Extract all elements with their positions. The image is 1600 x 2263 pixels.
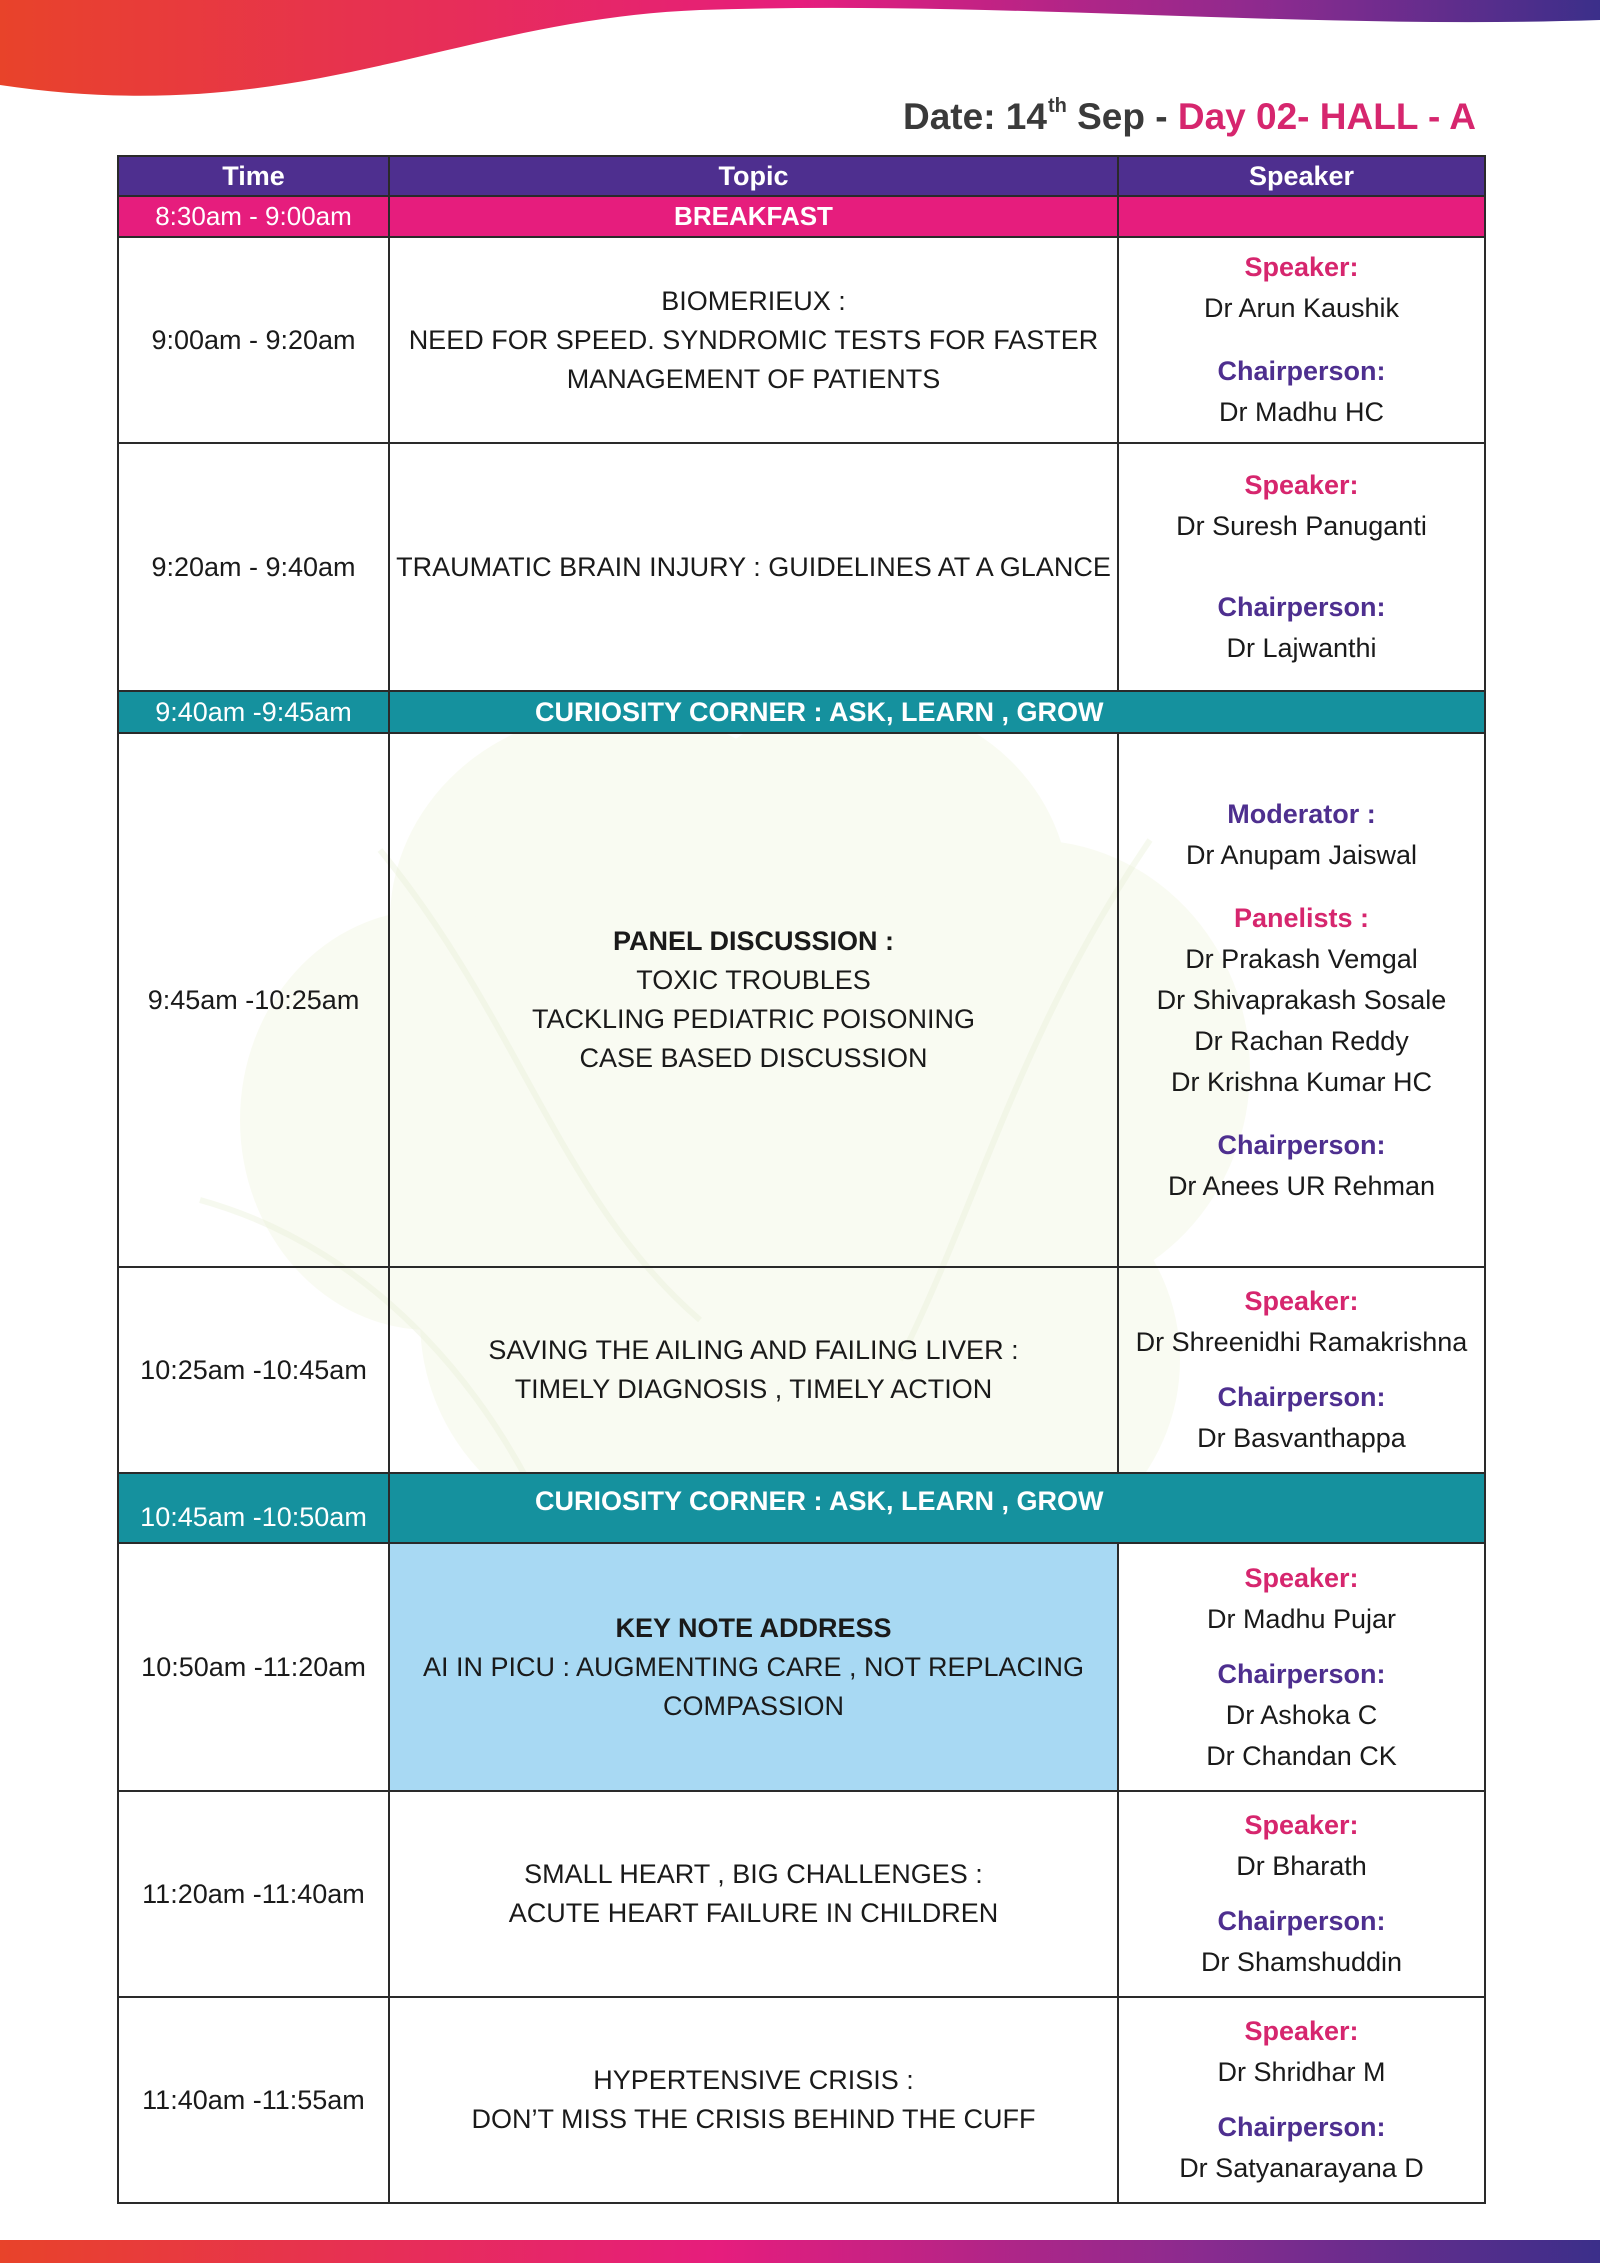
speaker-label: Speaker: (1244, 2016, 1359, 2046)
date-suffix: th (1047, 95, 1067, 117)
moderator-label: Moderator : (1227, 798, 1376, 829)
table-row (118, 1791, 1485, 1997)
moderator-name: Dr Anupam Jaiswal (1185, 839, 1418, 870)
speaker-cell (1118, 237, 1485, 443)
date-heading (903, 95, 1476, 138)
table-row (118, 196, 1485, 237)
chairperson-label: Chairperson: (1217, 1129, 1386, 1160)
chairperson-label: Chairperson: (1217, 356, 1386, 386)
chairperson-name: Dr Lajwanthi (1226, 633, 1377, 663)
speaker-name: Dr Shridhar M (1217, 2057, 1386, 2087)
time-cell: 9:45am -10:25am (118, 733, 389, 1267)
speaker-cell (1118, 443, 1485, 691)
speaker-name: Dr Arun Kaushik (1203, 293, 1400, 323)
speaker-label: Speaker: (1244, 1562, 1359, 1593)
time-cell: 9:40am -9:45am (118, 691, 389, 733)
speaker-label: Speaker: (1244, 1810, 1359, 1840)
topic-cell (389, 1997, 1118, 2203)
chairperson-label: Chairperson: (1217, 1382, 1386, 1412)
header-topic: Topic (389, 156, 1118, 196)
chairperson-name: Dr Satyanarayana D (1179, 2153, 1424, 2183)
topic-cell: CURIOSITY CORNER : ASK, LEARN , GROW (389, 691, 1485, 733)
topic-cell (389, 443, 1118, 691)
topic-cell: BREAKFAST (389, 196, 1118, 237)
speaker-name: Dr Shreenidhi Ramakrishna (1135, 1327, 1468, 1357)
chairperson-label: Chairperson: (1217, 1906, 1386, 1936)
chairperson-label: Chairperson: (1217, 1658, 1386, 1689)
topic-line: NEED FOR SPEED. SYNDROMIC TESTS FOR FASTER (408, 324, 1099, 355)
panelists-label: Panelists : (1233, 902, 1370, 933)
chairperson-name: Dr Anees UR Rehman (1167, 1170, 1436, 1201)
table-row (118, 1997, 1485, 2203)
table-header-row (118, 156, 1485, 196)
date-month: Sep - (1066, 96, 1178, 137)
panelist-name: Dr Shivaprakash Sosale (1156, 984, 1447, 1015)
chairperson-name: Dr Basvanthappa (1197, 1423, 1406, 1453)
topic-line: DON’T MISS THE CRISIS BEHIND THE CUFF (471, 2104, 1036, 2134)
table-row (118, 443, 1485, 691)
topic-line: BIOMERIEUX : (661, 285, 846, 316)
panelist-name: Dr Krishna Kumar HC (1170, 1066, 1433, 1097)
speaker-cell (1118, 196, 1485, 237)
table-row (118, 733, 1485, 1267)
topic-title: PANEL DISCUSSION : (612, 926, 895, 956)
speaker-cell (1118, 733, 1485, 1267)
time-cell: 8:30am - 9:00am (118, 196, 389, 237)
speaker-label: Speaker: (1244, 470, 1359, 500)
table-row (118, 691, 1485, 733)
table-row (118, 1543, 1485, 1791)
chairperson-name: Dr Ashoka C (1225, 1699, 1378, 1730)
topic-line: TRAUMATIC BRAIN INJURY : GUIDELINES AT A GLANCE (396, 551, 1111, 582)
topic-line: TIMELY DIAGNOSIS , TIMELY ACTION (514, 1374, 993, 1404)
chairperson-label: Chairperson: (1217, 592, 1386, 622)
topic-line: AI IN PICU : AUGMENTING CARE , NOT REPLACING (422, 1651, 1085, 1682)
topic-cell (389, 1267, 1118, 1473)
time-cell: 9:00am - 9:20am (118, 237, 389, 443)
speaker-label: Speaker: (1244, 252, 1359, 282)
speaker-label: Speaker: (1244, 1286, 1359, 1316)
topic-cell (389, 733, 1118, 1267)
topic-title: KEY NOTE ADDRESS (615, 1612, 892, 1643)
topic-line: TACKLING PEDIATRIC POISONING (531, 1004, 976, 1034)
chairperson-name: Dr Madhu HC (1218, 397, 1385, 427)
time-cell: 10:45am -10:50am (118, 1473, 389, 1543)
time-cell: 11:40am -11:55am (118, 1997, 389, 2203)
speaker-cell (1118, 1543, 1485, 1791)
topic-cell (389, 1791, 1118, 1997)
topic-cell (389, 1543, 1118, 1791)
topic-line: CASE BASED DISCUSSION (579, 1043, 928, 1073)
time-cell: 11:20am -11:40am (118, 1791, 389, 1997)
bottom-gradient-bar (0, 2240, 1600, 2263)
topic-line: TOXIC TROUBLES (636, 965, 871, 995)
time-cell: 9:20am - 9:40am (118, 443, 389, 691)
chairperson-label: Chairperson: (1217, 2112, 1386, 2142)
topic-line: SMALL HEART , BIG CHALLENGES : (524, 1859, 983, 1889)
topic-line: MANAGEMENT OF PATIENTS (566, 363, 941, 394)
chairperson-name: Dr Shamshuddin (1200, 1947, 1403, 1977)
header-speaker: Speaker (1118, 156, 1485, 196)
speaker-name: Dr Bharath (1236, 1851, 1367, 1881)
table-row (118, 1267, 1485, 1473)
speaker-cell (1118, 1267, 1485, 1473)
speaker-name: Dr Suresh Panuganti (1176, 511, 1427, 541)
panelist-name: Dr Rachan Reddy (1194, 1025, 1409, 1056)
topic-line: SAVING THE AILING AND FAILING LIVER : (488, 1335, 1019, 1365)
chairperson-name: Dr Chandan CK (1206, 1740, 1397, 1771)
table-row (118, 237, 1485, 443)
time-cell: 10:50am -11:20am (118, 1543, 389, 1791)
schedule-table (117, 155, 1486, 2204)
date-text: Date: 14 (903, 96, 1047, 137)
day-hall-label: Day 02- HALL - A (1177, 96, 1476, 137)
speaker-cell (1118, 1791, 1485, 1997)
topic-cell (389, 237, 1118, 443)
speaker-name: Dr Madhu Pujar (1206, 1603, 1397, 1634)
panelist-name: Dr Prakash Vemgal (1185, 943, 1418, 974)
time-cell: 10:25am -10:45am (118, 1267, 389, 1473)
topic-cell: CURIOSITY CORNER : ASK, LEARN , GROW (389, 1473, 1485, 1543)
table-row (118, 1473, 1485, 1543)
topic-line: HYPERTENSIVE CRISIS : (593, 2065, 914, 2095)
header-time: Time (118, 156, 389, 196)
speaker-cell (1118, 1997, 1485, 2203)
topic-line: ACUTE HEART FAILURE IN CHILDREN (508, 1898, 999, 1928)
topic-line: COMPASSION (662, 1690, 845, 1721)
